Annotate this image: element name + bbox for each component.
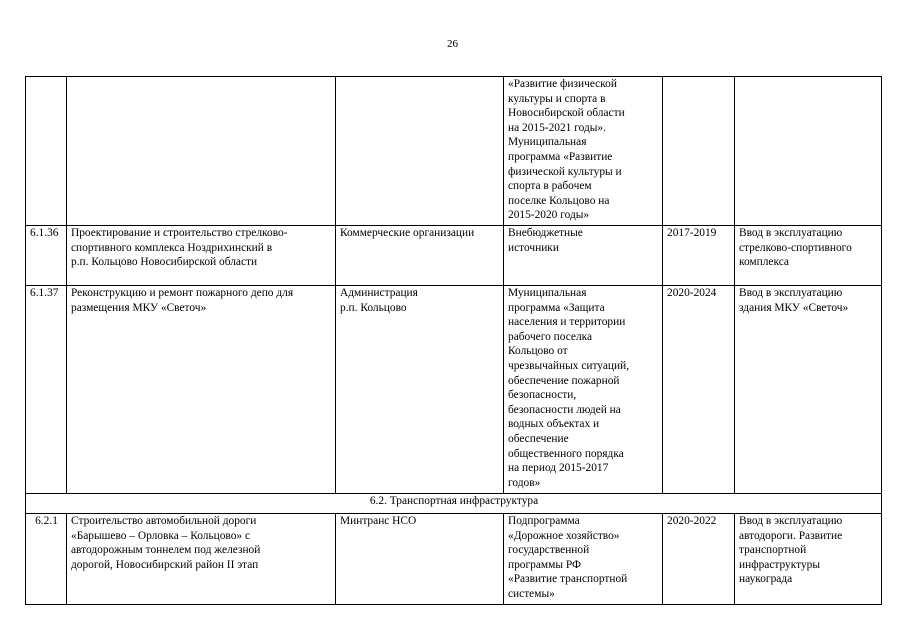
page-number: 26 [447,38,458,50]
cell-measure-name [67,77,336,226]
cell-measure-name: Строительство автомобильной дороги «Барышево – Орловка – Кольцово» с автодорожным тоннелем под железной дорогой, Новосибирский район II этап [67,514,336,605]
cell-funding-source: Подпрограмма «Дорожное хозяйство» государственной программы РФ «Развитие транспортной системы» [504,514,663,605]
measures-table [25,76,882,605]
cell-result: Ввод в эксплуатацию стрелково-спортивного комплекса [735,226,882,286]
cell-result: Ввод в эксплуатацию здания МКУ «Светоч» [735,286,882,494]
cell-number: 6.1.36 [26,226,67,286]
cell-funding-source: Муниципальная программа «Защита населения и территории рабочего поселка Кольцово от чрезвычайных ситуаций, обеспечение пожарной безопасности, безопасности людей на водных объектах и обеспечение общественного порядка на период 2015-2017 годов» [504,286,663,494]
cell-executor: Минтранс НСО [336,514,504,605]
cell-measure-name: Реконструкцию и ремонт пожарного депо для размещения МКУ «Светоч» [67,286,336,494]
cell-executor: Администрация р.п. Кольцово [336,286,504,494]
cell-funding-source: «Развитие физической культуры и спорта в Новосибирской области на 2015-2021 годы». Муниципальная программа «Развитие физической культуры и спорта в рабочем поселке Кольцово на 2015-2020 годы» [504,77,663,226]
cell-number [26,77,67,226]
cell-period: 2020-2024 [663,286,735,494]
cell-result [735,77,882,226]
section-row [26,494,882,514]
cell-result: Ввод в эксплуатацию автодороги. Развитие транспортной инфраструктуры наукограда [735,514,882,605]
cell-period: 2017-2019 [663,226,735,286]
cell-executor: Коммерческие организации [336,226,504,286]
table-row [26,226,882,286]
table-row [26,514,882,605]
section-title: 6.2. Транспортная инфраструктура [26,494,882,514]
cell-number: 6.2.1 [26,514,67,605]
cell-number: 6.1.37 [26,286,67,494]
cell-measure-name: Проектирование и строительство стрелково- спортивного комплекса Ноздрихинский в р.п. Кольцово Новосибирской области [67,226,336,286]
table-row [26,286,882,494]
cell-funding-source: Внебюджетные источники [504,226,663,286]
cell-period [663,77,735,226]
table-row-continuation [26,77,882,226]
cell-period: 2020-2022 [663,514,735,605]
cell-executor [336,77,504,226]
